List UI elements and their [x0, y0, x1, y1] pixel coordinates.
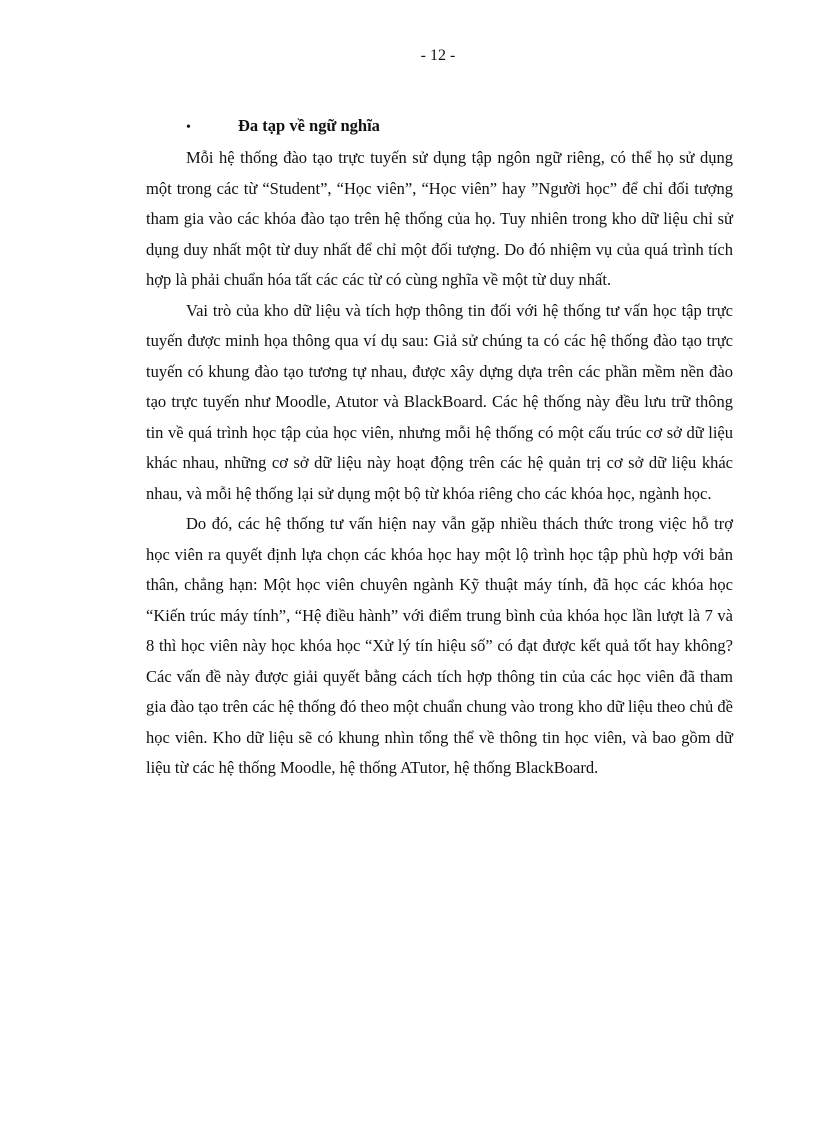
section-heading — [186, 114, 733, 139]
section-heading-text: Đa tạp về ngữ nghĩa — [238, 116, 380, 135]
page-content — [146, 114, 733, 784]
bullet-icon: • — [186, 120, 191, 135]
paragraph-data-warehouse-role: Vai trò của kho dữ liệu và tích hợp thông tin đối với hệ thống tư vấn học tập trực tuyến được minh họa thông qua ví dụ sau: Giả sử chúng ta có các hệ thống đào tạo trực tuyến có khung đào tạo tương tự nhau, được xây dựng dựa trên các phần mềm nền đào tạo trực tuyến như Moodle, Atutor và BlackBoard. Các hệ thống này đều lưu trữ thông tin về quá trình học tập của học viên, nhưng mỗi hệ thống có một cấu trúc cơ sở dữ liệu khác nhau, những cơ sở dữ liệu này hoạt động trên các hệ quản trị cơ sở dữ liệu khác nhau, và mỗi hệ thống lại sử dụng một bộ từ khóa riêng cho các khóa học, ngành học. — [146, 300, 733, 503]
paragraph-semantic-heterogeneity: Mỗi hệ thống đào tạo trực tuyến sử dụng tập ngôn ngữ riêng, có thể họ sử dụng một trong các từ “Student”, “Học viên”, “Học viên” hay ”Người học” để chỉ đối tượng tham gia vào các khóa đào tạo trên hệ thống của họ. Tuy nhiên trong kho dữ liệu chỉ sử dụng duy nhất một từ duy nhất để chỉ một đối tượng. Do đó nhiệm vụ của quá trình tích hợp là phải chuẩn hóa tất các các từ có cùng nghĩa về một từ duy nhất. — [146, 148, 733, 289]
page-number: - 12 - — [420, 47, 456, 64]
paragraph-recommendation-challenges: Do đó, các hệ thống tư vấn hiện nay vẫn gặp nhiều thách thức trong việc hỗ trợ học viên ra quyết định lựa chọn các khóa học hay một lộ trình học tập phù hợp với bản thân, chẳng hạn: Một học viên chuyên ngành Kỹ thuật máy tính, đã học các khóa học “Kiến trúc máy tính”, “Hệ điều hành” với điểm trung bình của khóa học lần lượt là 7 và 8 thì học viên này học khóa học “Xử lý tín hiệu số” có đạt được kết quả tốt hay không? Các vấn đề này được giải quyết bằng cách tích hợp thông tin của các học viên đã tham gia đào tạo trên các hệ thống đó theo một chuẩn chung vào trong kho dữ liệu theo chủ đề học viên. Kho dữ liệu sẽ có khung nhìn tổng thể về thông tin học viên, và bao gồm dữ liệu từ các hệ thống Moodle, hệ thống ATutor, hệ thống BlackBoard. — [146, 514, 733, 777]
